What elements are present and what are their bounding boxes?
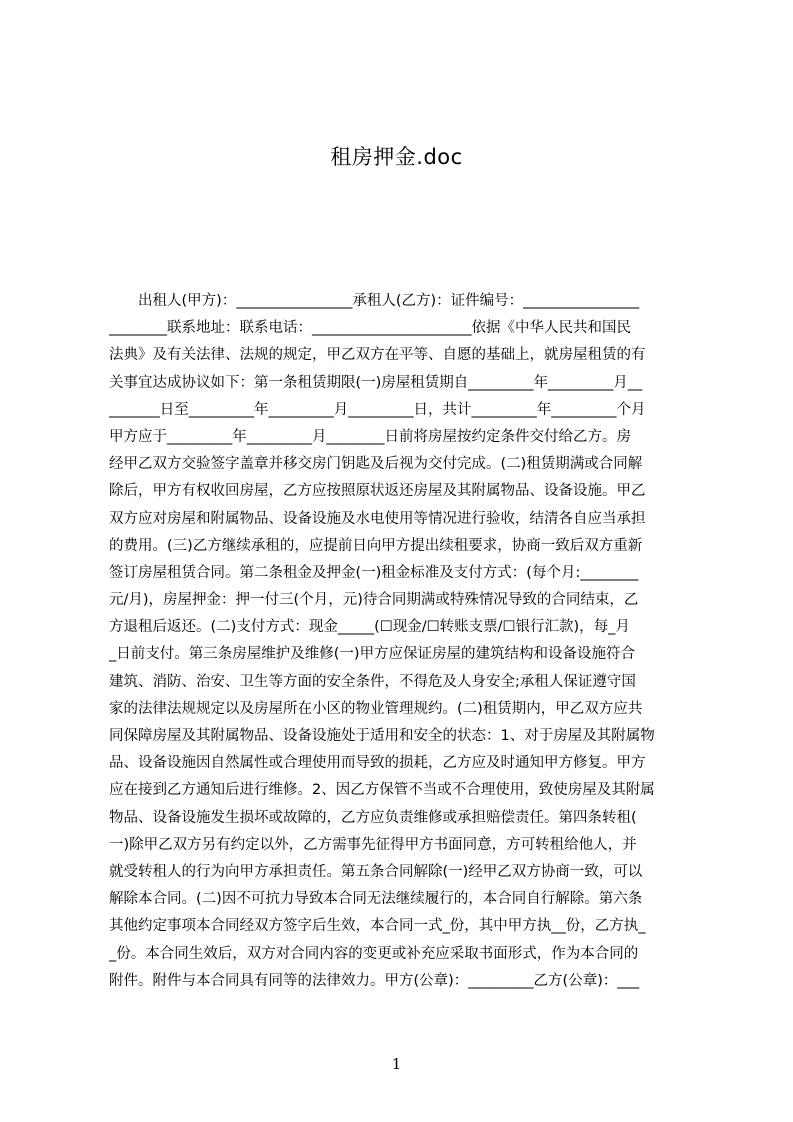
body-line: 除后，甲方有权收回房屋，乙方应按照原状返还房屋及其附属物品、设备设施。甲乙 [109, 483, 646, 500]
document-title: 租房押金.doc [330, 145, 463, 169]
body-line: ________联系地址：联系电话：______________________依据《中华人民共和国民 [109, 320, 631, 337]
body-line: _______日至_________年_________月_________日，共计_________年_________个月 [109, 401, 646, 418]
body-line: 法典》及有关法律、法规的规定，甲乙双方在平等、自愿的基础上，就房屋租赁的有 [109, 347, 646, 364]
body-line: 解除本合同。(二)因不可抗力导致本合同无法继续履行的，本合同自行解除。第六条 [109, 891, 643, 908]
body-line: 建筑、消防、治安、卫生等方面的安全条件，不得危及人身安全;承租人保证遵守国 [109, 673, 636, 690]
body-line: 一)除甲乙双方另有约定以外，乙方需事先征得甲方书面同意，方可转租给他人，并 [109, 836, 637, 853]
body-line: 签订房屋租赁合同。第二条租金及押金(一)租金标准及支付方式：(每个月:________ [109, 564, 639, 581]
body-line: 甲方应于_________年_________月________日前将房屋按约定条件交付给乙方。房 [109, 428, 631, 445]
body-line: _日前支付。第三条房屋维护及维修(一)甲方应保证房屋的建筑结构和设备设施符合 [109, 646, 636, 663]
body-line: 方退租后返还。(二)支付方式：现金_____(☐现金/☐转账支票/☐银行汇款)，每_月 [109, 619, 630, 636]
body-line: 经甲乙双方交验签字盖章并移交房门钥匙及后视为交付完成。(二)租赁期满或合同解 [109, 456, 643, 473]
body-line: 其他约定事项本合同经双方签字后生效，本合同一式_份，其中甲方执__份，乙方执_ [109, 918, 646, 935]
body-line: 物品、设备设施发生损坏或故障的，乙方应负责维修或承担赔偿责任。第四条转租( [109, 809, 637, 826]
body-line: 应在接到乙方通知后进行维修。2、因乙方保管不当或不合理使用，致使房屋及其附属 [109, 782, 655, 799]
body-line: 双方应对房屋和附属物品、设备设施及水电使用等情况进行验收，结清各自应当承担 [109, 510, 646, 527]
body-line: 关事宜达成协议如下：第一条租赁期限(一)房屋租赁期自_________年_________月__ [109, 374, 643, 391]
body-line: 家的法律法规规定以及房屋所在小区的物业管理规约。(二)租赁期内，甲乙双方应共 [109, 700, 643, 717]
body-line: 同保障房屋及其附属物品、设备设施处于适用和安全的状态：1、对于房屋及其附属物 [109, 728, 655, 744]
body-line: 附件。附件与本合同具有同等的法律效力。甲方(公章)：_________乙方(公章)：___ [109, 972, 640, 989]
body-line: 品、设备设施因自然属性或合理使用而导致的损耗，乙方应及时通知甲方修复。甲方 [109, 755, 646, 772]
body-line: 就受转租人的行为向甲方承担责任。第五条合同解除(一)经甲乙双方协商一致，可以 [109, 863, 643, 880]
body-line: 出租人(甲方)：________________承租人(乙方)：证件编号：________________ [138, 293, 640, 309]
body-line: 元/月)，房屋押金：押一付三(个月，元)待合同期满或特殊情况导致的合同结束，乙 [109, 592, 639, 609]
contract-body [109, 288, 699, 995]
body-line: _份。本合同生效后，双方对合同内容的变更或补充应采取书面形式，作为本合同的 [109, 945, 639, 962]
body-line: 的费用。(三)乙方继续承租的，应提前日向甲方提出续租要求，协商一致后双方重新 [109, 537, 643, 554]
page-number: 1 [391, 1055, 402, 1073]
